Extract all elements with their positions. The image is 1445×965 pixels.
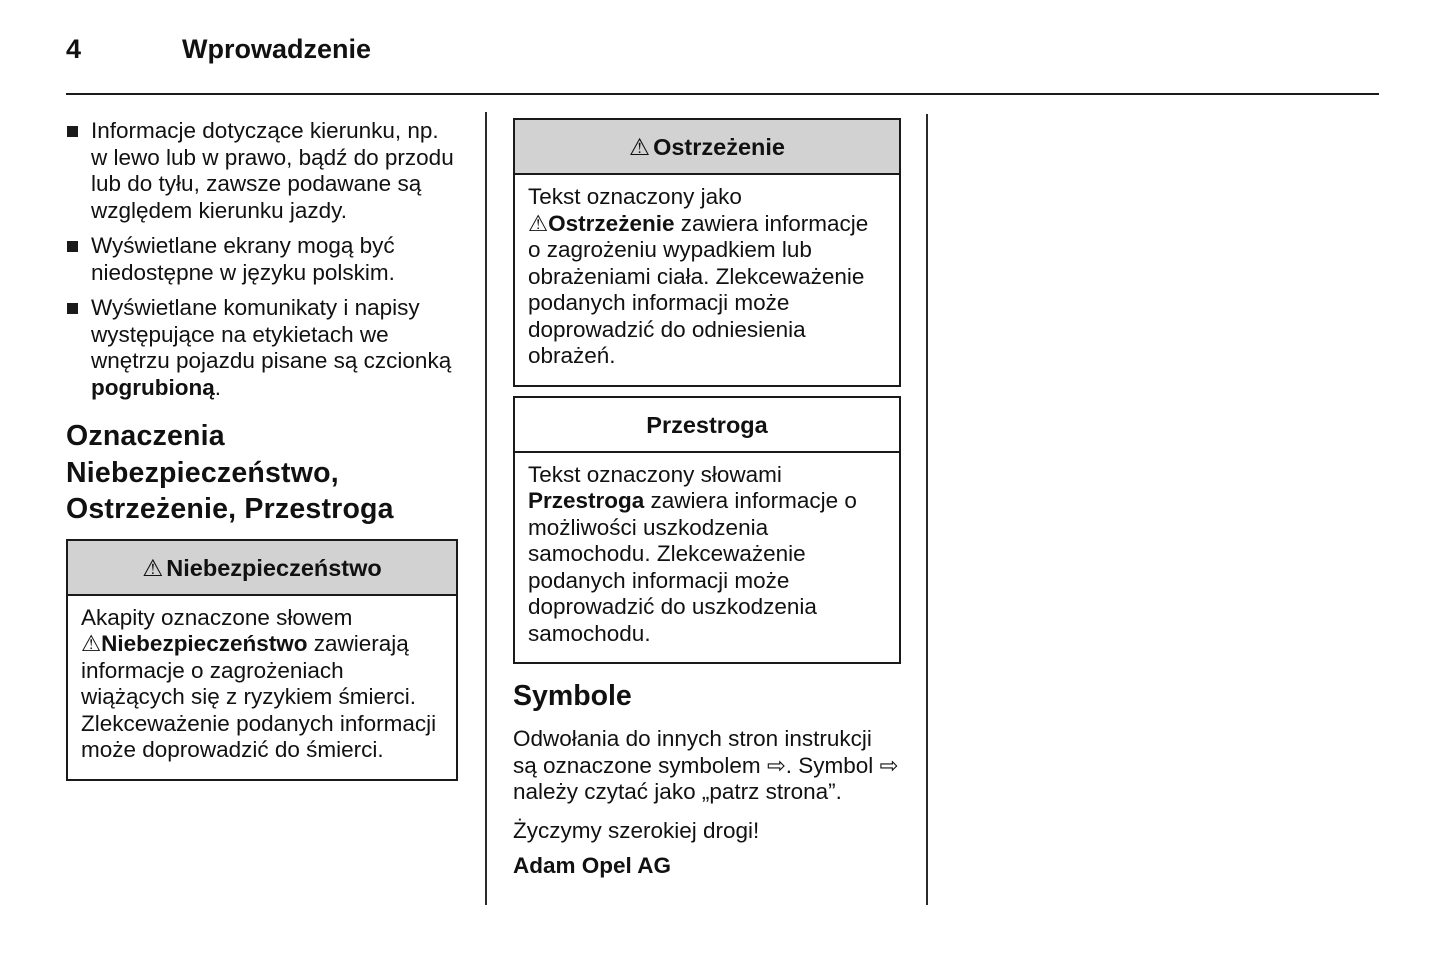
symbols-heading: Symbole bbox=[513, 680, 632, 712]
danger-box-title: Niebezpieczeństwo bbox=[166, 554, 382, 581]
column-right bbox=[955, 118, 1379, 905]
bullet-text: Wyświetlane ekrany mogą być niedostępne w języku polskim. bbox=[91, 233, 395, 285]
bullet-item bbox=[66, 233, 458, 286]
danger-box-wrap bbox=[66, 539, 458, 781]
section-heading-oznaczenia: Oznaczenia Niebezpieczeństwo, Ostrzeżenie, Przestroga bbox=[66, 420, 394, 525]
warning-triangle-icon: ⚠ bbox=[629, 134, 651, 160]
warning-box-body: Tekst oznaczony jako ⚠Ostrzeżenie zawiera informacje o zagrożeniu wypadkiem lub obrażeniami ciała. Zlekceważenie podanych informacji może doprowadzić do odniesienia obrażeń. bbox=[528, 184, 869, 368]
header-rule bbox=[66, 93, 1379, 95]
danger-box-body: Akapity oznaczone słowem ⚠Niebezpieczeństwo zawierają informacje o zagrożeniach wiążących się z ryzykiem śmierci. Zlekceważenie podanych informacji może doprowadzić do śmierci. bbox=[81, 604, 437, 762]
chapter-title: Wprowadzenie bbox=[182, 34, 372, 64]
page-number: 4 bbox=[66, 34, 82, 64]
caution-box bbox=[513, 396, 901, 665]
caution-box-body: Tekst oznaczony słowami Przestroga zawiera informacje o możliwości uszkodzenia samochodu. Zlekceważenie podanych informacji może doprowadzić do uszkodzenia samochodu. bbox=[528, 461, 857, 646]
caution-box-title: Przestroga bbox=[646, 411, 768, 438]
warning-box bbox=[513, 118, 901, 387]
column-left bbox=[66, 118, 458, 781]
column-divider bbox=[485, 112, 487, 905]
signature-line: Adam Opel AG bbox=[513, 853, 671, 878]
danger-box-header bbox=[68, 541, 456, 596]
bullet-item bbox=[66, 295, 458, 401]
warning-triangle-icon: ⚠ bbox=[142, 554, 164, 581]
bullet-item bbox=[66, 118, 458, 224]
danger-box bbox=[66, 539, 458, 781]
column-middle bbox=[513, 118, 901, 880]
closing-line: Życzymy szerokiej drogi! bbox=[513, 817, 760, 843]
warning-box-title: Ostrzeżenie bbox=[653, 134, 785, 160]
bullet-list bbox=[66, 118, 458, 401]
column-divider bbox=[926, 114, 928, 905]
bullet-text: Wyświetlane komunikaty i napisy występujące na etykietach we wnętrzu pojazdu pisane są czcionką pogrubioną. bbox=[91, 295, 452, 400]
warning-box-header bbox=[515, 120, 899, 175]
caution-box-header bbox=[515, 398, 899, 453]
symbols-paragraph: Odwołania do innych stron instrukcji są oznaczone symbolem ⇨. Symbol ⇨ należy czytać jako „patrz strona”. bbox=[513, 726, 899, 804]
bullet-text: Informacje dotyczące kierunku, np. w lewo lub w prawo, bądź do przodu lub do tyłu, zawsze podawane są względem kierunku jazdy. bbox=[91, 118, 454, 223]
